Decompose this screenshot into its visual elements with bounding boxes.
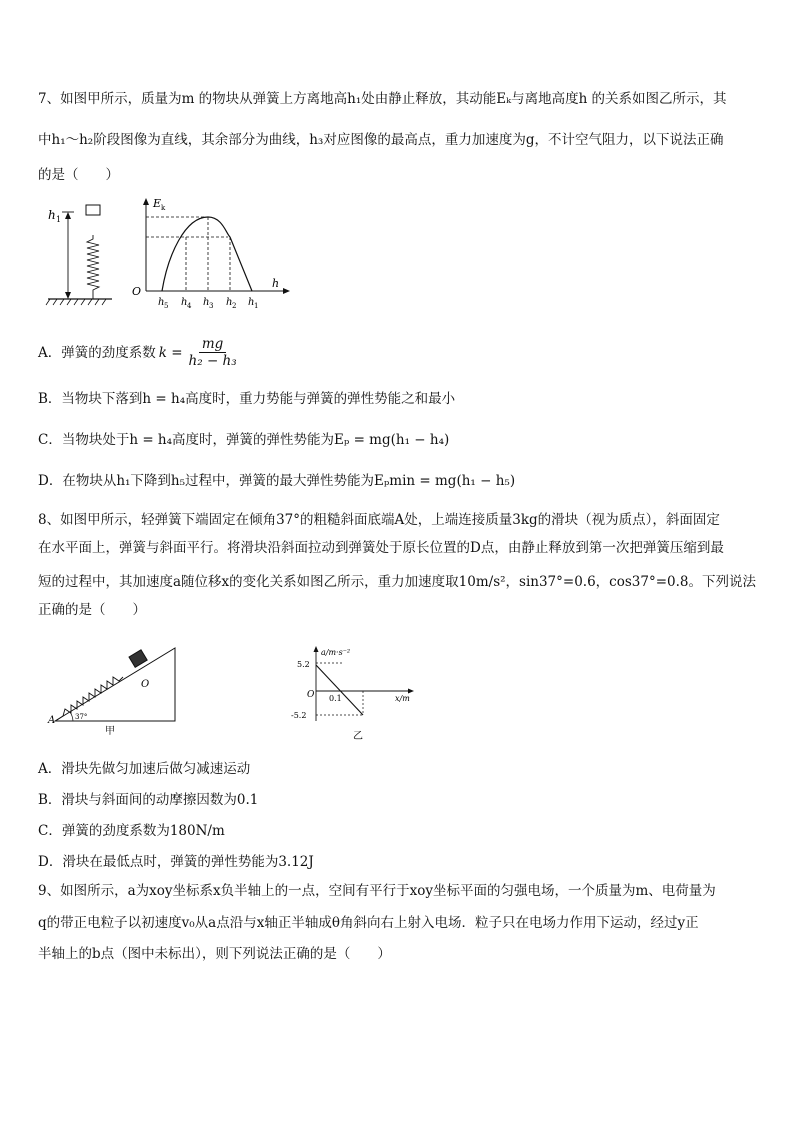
q7-spring-figure (46, 205, 112, 305)
q7-tick-h2: h (226, 297, 233, 308)
q7-option-a (38, 336, 240, 369)
q8-jia-label: 甲 (105, 726, 115, 737)
q7-tick-h4-sub: 4 (187, 302, 192, 310)
q7-option-d: D．在物块从h₁下降到h₅过程中，弹簧的最大弹性势能为Eₚmin = mg(h₁ − h₅) (38, 473, 516, 489)
q7-tick-h2-sub: 2 (232, 302, 237, 310)
q8-jia-a-label: A (48, 715, 56, 726)
q7-tick-h4: h (181, 297, 188, 308)
q8-yi-xlabel: x/m (395, 694, 410, 703)
q7-h1-left-label: h (48, 208, 56, 222)
q9-line-2: q的带正电粒子以初速度v₀从a点沿与x轴正半轴成θ角斜向右上射入电场．粒子只在电场力作用下运动，经过y正 (38, 915, 699, 931)
q7-ek-label: E (153, 197, 162, 210)
q9-line-1: 9、如图所示，a为xoy坐标系x负半轴上的一点，空间有平行于xoy坐标平面的匀强电场，一个质量为m、电荷量为 (38, 883, 716, 899)
q8-figure-yi (283, 643, 423, 743)
q7-origin-label: O (132, 285, 142, 298)
q7-figure (40, 195, 300, 310)
q7-h-axis-label: h (272, 277, 280, 290)
q8-yi-xtick: 0.1 (329, 694, 342, 703)
q8-option-b: B．滑块与斜面间的动摩擦因数为0.1 (38, 792, 259, 808)
q8-yi-origin: O (307, 690, 315, 700)
q7-option-c: C．当物块处于h = h₄高度时，弹簧的弹性势能为Eₚ = mg(h₁ − h₄) (38, 432, 450, 448)
q8-yi-ytop: 5.2 (297, 660, 310, 669)
q7-option-a-denominator: h₂ − h₃ (188, 353, 237, 369)
q8-yi-ybot: -5.2 (291, 711, 307, 720)
q8-option-c: C．弹簧的劲度系数为180N/m (38, 823, 225, 839)
q8-line-1: 8、如图甲所示，轻弹簧下端固定在倾角37°的粗糙斜面底端A处，上端连接质量3kg的滑块（视为质点），斜面固定 (38, 512, 720, 528)
q7-option-a-prefix: A．弹簧的劲度系数 (38, 344, 156, 361)
q8-option-d: D．滑块在最低点时，弹簧的弹性势能为3.12J (38, 854, 314, 870)
q7-option-b: B．当物块下落到h = h₄高度时，重力势能与弹簧的弹性势能之和最小 (38, 391, 456, 407)
q7-tick-h5: h (158, 297, 165, 308)
q7-tick-h3: h (203, 297, 210, 308)
q8-line-4: 正确的是（ ） (38, 602, 146, 618)
q7-tick-h1-sub: 1 (254, 302, 259, 310)
q8-line-3: 短的过程中，其加速度a随位移x的变化关系如图乙所示，重力加速度取10m/s²，sin37°=0.6，cos37°=0.8。下列说法 (38, 574, 757, 590)
q7-ek-sub: k (161, 204, 166, 212)
q7-tick-h3-sub: 3 (209, 302, 214, 310)
q7-ek-graph (132, 197, 290, 310)
q8-figure-jia (45, 643, 195, 738)
q9-line-3: 半轴上的b点（图中未标出），则下列说法正确的是（ ） (38, 946, 391, 962)
q7-tick-h1: h (248, 297, 255, 308)
q8-line-2: 在水平面上，弹簧与斜面平行。将滑块沿斜面拉动到弹簧处于原长位置的D点，由静止释放到第一次把弹簧压缩到最 (38, 540, 724, 556)
q7-line-3: 的是（ ） (38, 167, 119, 183)
q7-option-a-fraction (186, 336, 240, 369)
q7-option-a-lhs: k = (158, 344, 183, 361)
q8-option-a: A．滑块先做匀加速后做匀减速运动 (38, 761, 251, 777)
q7-option-a-numerator: mg (199, 336, 226, 353)
q8-jia-angle-label: 37° (75, 713, 88, 721)
q7-h1-left-sub: 1 (56, 215, 62, 224)
q8-jia-o-label: O (141, 679, 150, 690)
q8-yi-ylabel: a/m·s⁻² (321, 648, 351, 657)
q7-tick-h5-sub: 5 (164, 302, 169, 310)
q7-line-1: 7、如图甲所示，质量为m 的物块从弹簧上方离地高h₁处由静止释放，其动能Eₖ与离地高度h 的关系如图乙所示，其 (38, 91, 727, 107)
q8-yi-label: 乙 (353, 731, 363, 742)
q7-line-2: 中h₁～h₂阶段图像为直线，其余部分为曲线，h₃对应图像的最高点，重力加速度为g，不计空气阻力，以下说法正确 (38, 132, 724, 148)
